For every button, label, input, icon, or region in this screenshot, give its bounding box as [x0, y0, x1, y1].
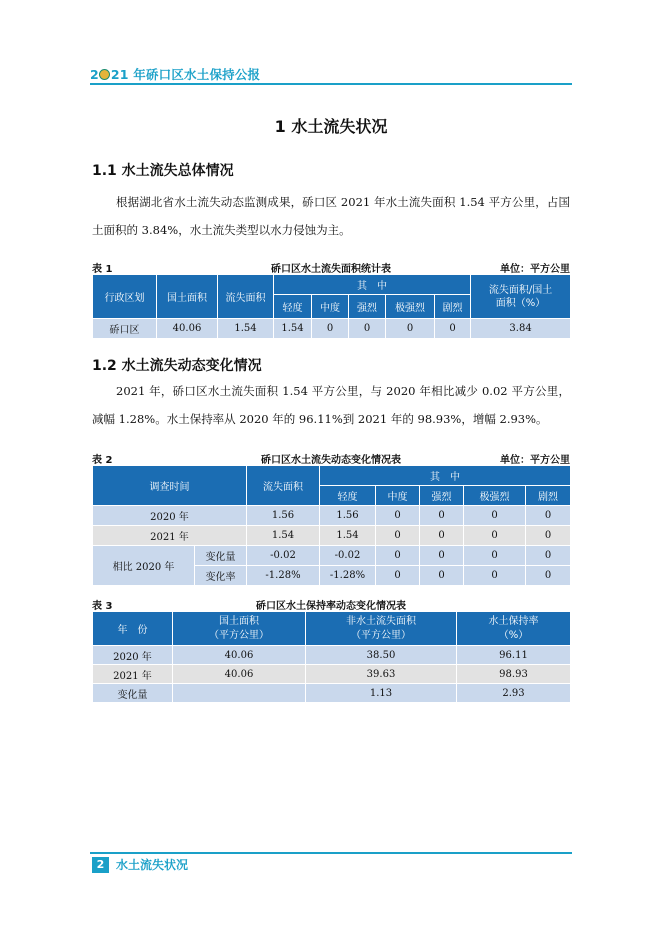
table2-cell: 0 [420, 546, 464, 566]
table2-cell: 0 [420, 526, 464, 546]
table2-cell: 0 [526, 566, 571, 586]
table2-cell: 0 [376, 526, 420, 546]
table1-header-loss-area: 流失面积 [218, 275, 274, 319]
table1-cell: 0 [386, 319, 435, 339]
table2-label: 表 2 [92, 455, 113, 466]
logo-icon [99, 69, 110, 80]
table1-header-region: 行政区划 [93, 275, 157, 319]
table1-subheader: 剧烈 [435, 295, 471, 319]
table1-subheader: 极强烈 [386, 295, 435, 319]
table3-header-nonloss-text: 非水土流失面积 [346, 615, 416, 627]
table2-subheader: 强烈 [420, 486, 464, 506]
header-year-prefix: 2 [90, 67, 99, 82]
table2-row-label: 2020 年 [93, 506, 247, 526]
table1-subheader: 强烈 [349, 295, 386, 319]
table2-row-label: 变化量 [195, 546, 247, 566]
table2-header-among: 其 中 [320, 466, 571, 486]
table3-header-rate-unit: （%） [498, 629, 529, 641]
table2-cell: 0 [464, 506, 526, 526]
table1-cell: 0 [435, 319, 471, 339]
table3-cell: 变化量 [93, 684, 173, 703]
table2-compare-label: 相比 2020 年 [93, 546, 195, 586]
table3-cell: 96.11 [457, 646, 571, 665]
table3-cell: 40.06 [173, 665, 306, 684]
table1-cell: 40.06 [157, 319, 218, 339]
table3-header-year: 年 份 [93, 612, 173, 646]
table2-cell: 0 [464, 526, 526, 546]
table2-cell: 0 [464, 566, 526, 586]
table3-cell: 2020 年 [93, 646, 173, 665]
table2-cell: 1.56 [320, 506, 376, 526]
table1-header-land-area: 国土面积 [157, 275, 218, 319]
table2-cell: 0 [376, 506, 420, 526]
table3-caption [92, 597, 570, 611]
table2-cell: 0 [420, 566, 464, 586]
table2-cell: -1.28% [247, 566, 320, 586]
table2-cell: 0 [376, 566, 420, 586]
table3-cell: 98.93 [457, 665, 571, 684]
table1-header-ratio: 流失面积/国土面积（%） [471, 275, 571, 319]
footer-divider [90, 852, 572, 854]
table-row [93, 646, 571, 665]
table3-header-rate [457, 612, 571, 646]
table2-cell: 0 [376, 546, 420, 566]
table2-caption [92, 451, 570, 465]
table2 [92, 465, 571, 586]
table-row [93, 506, 571, 526]
table1-cell: 硚口区 [93, 319, 157, 339]
table2-subheader: 极强烈 [464, 486, 526, 506]
table1-cell: 3.84 [471, 319, 571, 339]
table3-cell: 39.63 [306, 665, 457, 684]
table1-cell: 1.54 [218, 319, 274, 339]
table3-label: 表 3 [92, 601, 113, 612]
table3-header-nonloss [306, 612, 457, 646]
table2-cell: -0.02 [320, 546, 376, 566]
table1-cell: 1.54 [274, 319, 312, 339]
running-header [90, 65, 260, 83]
table3 [92, 611, 571, 703]
header-title-text: 年硚口区水土保持公报 [128, 67, 261, 82]
table2-unit: 单位：平方公里 [500, 455, 570, 466]
section-1-1-paragraph: 根据湖北省水土流失动态监测成果，硚口区 2021 年水土流失面积 1.54 平方公里，占国土面积的 3.84%，水土流失类型以水力侵蚀为主。 [92, 195, 570, 237]
table3-header-land-text: 国土面积 [219, 615, 259, 627]
table1-cell: 0 [312, 319, 349, 339]
table3-cell [173, 684, 306, 703]
table3-title: 硚口区水土保持率动态变化情况表 [256, 601, 406, 612]
table2-cell: 0 [464, 546, 526, 566]
table1-unit: 单位：平方公里 [500, 264, 570, 275]
table3-header-land-unit: （平方公里） [209, 629, 269, 641]
table-row [93, 684, 571, 703]
section-1-2-paragraph: 2021 年，硚口区水土流失面积 1.54 平方公里，与 2020 年相比减少 0.02 平方公里，减幅 1.28%。水土保持率从 2020 年的 96.11%到 2021 年的 98.93%，增幅 2.93%。 [92, 384, 570, 426]
table1-subheader: 轻度 [274, 295, 312, 319]
table3-cell: 1.13 [306, 684, 457, 703]
table1-title: 硚口区水土流失面积统计表 [271, 264, 391, 275]
table2-cell: 0 [526, 506, 571, 526]
table2-subheader: 中度 [376, 486, 420, 506]
table3-header-land [173, 612, 306, 646]
table2-row-label: 2021 年 [93, 526, 247, 546]
table2-row-label: 变化率 [195, 566, 247, 586]
table-row [93, 546, 571, 566]
table-row [93, 665, 571, 684]
table2-cell: 0 [420, 506, 464, 526]
table-row [93, 319, 571, 339]
table3-cell: 40.06 [173, 646, 306, 665]
table3-cell: 38.50 [306, 646, 457, 665]
header-divider [90, 83, 572, 85]
table2-title: 硚口区水土流失动态变化情况表 [261, 455, 401, 466]
section-1-2-title: 1.2 水土流失动态变化情况 [92, 358, 262, 374]
table1-cell: 0 [349, 319, 386, 339]
table2-subheader: 轻度 [320, 486, 376, 506]
table3-cell: 2.93 [457, 684, 571, 703]
table3-header-rate-text: 水土保持率 [488, 615, 539, 627]
section-1-1-title: 1.1 水土流失总体情况 [92, 163, 234, 179]
table2-header-time: 调查时间 [93, 466, 247, 506]
table1-label: 表 1 [92, 264, 113, 275]
page-number: 2 [92, 857, 109, 873]
table3-cell: 2021 年 [93, 665, 173, 684]
table-row [93, 526, 571, 546]
table2-cell: -0.02 [247, 546, 320, 566]
table2-header-loss-area: 流失面积 [247, 466, 320, 506]
table2-cell: 1.54 [320, 526, 376, 546]
table3-header-nonloss-unit: （平方公里） [351, 629, 411, 641]
table1-header-among: 其 中 [274, 275, 471, 295]
chapter-title: 1 水土流失状况 [274, 117, 388, 136]
footer-section-title: 水土流失状况 [116, 858, 189, 872]
header-year-suffix: 21 [110, 67, 129, 82]
table2-cell: 1.56 [247, 506, 320, 526]
table2-cell: 0 [526, 526, 571, 546]
table2-cell: 1.54 [247, 526, 320, 546]
table2-cell: -1.28% [320, 566, 376, 586]
table2-cell: 0 [526, 546, 571, 566]
table1-caption [92, 260, 570, 274]
table2-subheader: 剧烈 [526, 486, 571, 506]
table1 [92, 274, 571, 339]
table1-subheader: 中度 [312, 295, 349, 319]
